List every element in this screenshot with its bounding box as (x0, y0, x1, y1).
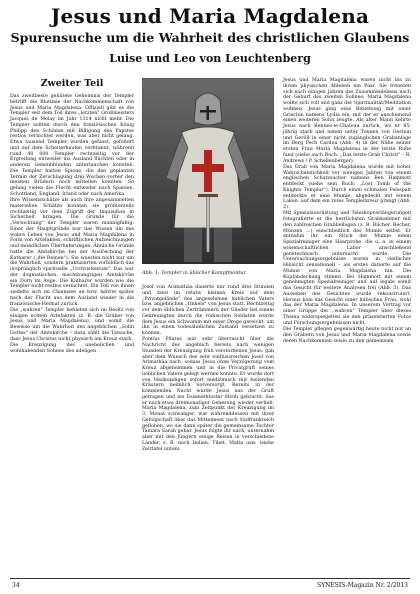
paragraph: Jesus und Maria Magdalena waren nicht bis zu ihrem physischen Ableben ein Paar. Sie trennten sich nach einigen Jahren des Zusammenlebens nach der Geburt des zweiten Sohnes; Maria Magdalena wollte sich voll und ganz der Spiritualität/Meditation widmen. Jesus ging eine Beziehung mit einer Griechin namens Lydia ein, mit der er anscheinend einen weiteren Sohn zeugte. Als alter Mann kehrte Jesus nach Rennes-le-Chateau zurück, wo er 85-jährig starb und neben unter Tonnen von Gestein und Geröll in einer nicht zugänglichen Grabanlage im Berg Pech Cardou (Abb. 4) in der Nähe seiner ersten Frau Maria Magdalena in der letzte Ruhe fand (siehe auch Buch: „Das letzte Grab Christi" – R. Andrews / P. Schellenberger). (283, 78, 411, 164)
text-column-right (283, 78, 411, 344)
paragraph: Die Templer pflegen gegenwärtig heute nicht nur an den Gräbern von Jesus und Maria Magdalena sowie deren Nachkommen sowie zu den gemeinsam (283, 327, 411, 344)
paragraph: Ihre Wissensschätze als auch ihre angesammelten materiellen Schätze konnten sie größtenteils rechtzeitig vor dem Zugriff der Inquisition in Sicherheit bringen. Die Gründe für die „Vernichtung" der Templer waren mannigfaltig. Einer der Hauptgründe war das Wissen um das wahre Leben von Jesus und Maria Magdalena in Form von Artefakten, schriftlichen Aufzeichnungen und mündlichen Überlieferungen. Ähnliche Gründe hatte die Amtskirche bei der Auslöschung der Katharer („die Reinen"). Sie wussten nicht nur um die Wahrheit, sondern praktizierten vorbildlich das ursprünglich spirituelle „Urchristentum". Das war der dogmatischen, machtbungrigen Amtskirche ein Dorn im Auge. Die Katharer wurden wie die Templer nicht restlos vernichtet. Ein Teil von ihnen siedelte sich im Chiemsee an bzw. kehrte später nach der Flucht aus dem Ausland wieder in die französische Heimat zurück. (10, 198, 134, 307)
text-column-left (10, 78, 134, 355)
text-column-middle (142, 285, 274, 452)
article-title: Jesus und Maria Magdalena (50, 4, 370, 28)
magazine-issue: SYNESIS-Magazin Nr. 2/2013 (317, 582, 408, 589)
paragraph: Josef von Arimathäa dauerte nur rund drei Stunden und fand im relativ kleinen Kreis auf dem „Privatgelände" des angesehenen leiblichen Vaters bzw. angeblichen „Onkels" von Jesus statt. Rechtzeitig vor dem üblichen Zerträmmern der Glieder bei einem Gekreuzigten durch die römischen Soldaten wurde dem Jesus ein Schwamm mit einer Droge gereicht, um ihn in einen todesähnlichen Zustand versetzen zu können. (142, 285, 274, 336)
paragraph: Die „wahren" Templer befinden sich im Besitz von einigen echten Artefakten (z. B. die Gräber von Jesus und Maria Magdalena), und somit die Beweise um die Wahrheit des angeblichen „Sohn Gottes" der Amtskirche – dazu zählt die Tatsache, dass Jesus Christus nicht physisch am Kreuz starb. (10, 307, 134, 342)
figure-caption: Abb. 1: Templer in üblicher Kampfmontur. (142, 270, 247, 276)
paragraph: Mit Spezialausrüstung und Teleskopverlängerungen fotografierte er die herrlichsten Grabkammer mit den zahlreichen Grabbeilagen (z. B. Bücher, Becher, Münzen ...) einschließlich der Mumie selbst. Er entnahm ihr ein Stück der Mumie einen Spezialreiniger eine Haarprobe, die u. a. in einem wissenschaftlichen Labor anschließend genetechnisch untersucht wurde. Die Untersuchungsergebnisse waren in vielfacher Hinsicht sensationell – als erstes datierte auf die Mumie von Maria Magdalena hin. Die Kopfabdeckung stimmt. Bei Hammott mit einem genehmigten Spezialreiniger und auf legale somit das Gesicht für weitere Analysen frei (Abb. 3). Das Aussehen des Gesichtes wurde rekonstruiert. Heraus kam das Gesicht einer hübschen Frau, wohl das der Maria Magdalena. In unserem Vortrag vor einer Gruppe der „wahren" Templer über dieses Thema widerspiegelten sie den präsentierten Fotos und Forschungsergebnissen nicht. (283, 211, 411, 326)
page-number: 34 (12, 582, 20, 589)
article-subtitle: Spurensuche um die Wahrheit des christlichen Glaubens (10, 30, 410, 45)
paragraph: Pontius Pilatus war sehr überrascht über die Nachricht des angeblich bereits nach wenigen Stunden der Kreuzigung früh verstorbenen Jesus, gab aber dem Wunsch des sehr einflussreichen Josef von Arimathäa nach, sodass Jesus ohne Verzögerung vom Kreuz abgenommen und in die Privatgruft seines leiblichen Vaters gelegt werden konnte. Er wurde dort von Heilkundigen sofort medizinisch mit heilenden Kräutern heimlich notversorgt. Bereits in der kommenden Nacht wurde Jesus aus der Gruft getragen und ins Essenerkloster Mirih gebracht, das er nach etwa dreimonatiger Genesung wieder verließ. Maria Magdalena, zum Zeitpunkt der Kreuzigung im 3. Monat schwanger, war währenddessen mit ihrer Gefolgschaft über das Mittelmeer nach Südfrankreich geflohen, wo sie dann später die gemeinsame Tochter Tamara Sarah gebar. Jesus folgte ihr nach, unternahm aber mit den Jüngern einige Reisen in verschiedene Länder, z. B. nach Indien, Tibet, Malta usw. (siehe Zeittafel unten). (142, 337, 274, 452)
article-authors: Luise und Leo von Leuchtenberg (109, 52, 311, 65)
paragraph: Die Kreuzigung des unehelichen und wohlhabenden Sohnes des adeligen (10, 343, 134, 354)
paragraph: Das zweitbeste gehütete Geheimnis der Templer betrifft die Blutlinie der Nachkommenschaft von Jesus und Maria Magdalena. Offiziell gibt es die Templer seit dem Tod ihres „letzten" Großmeisters Jacques de Molay im Jahr 1314 nicht mehr. Die Templer sollten durch den französischen König Philipp den Schönen mit Billigung des Papstes restlos vernichtet werden, was aber nicht gelang. Etwa tausend Templer wurden gefasst, gefoltert und auf dem Scheiterhaufen verbrannt, während rund 40 000 Templer rechtzeitig vor der Ergreifung entweder ins Ausland flüchten oder in anderen Geheimbünden untertauchen konnten. Die Templer hatten Spione, die den geplanten Termin der Zerschlagung drei Wochen vorher den meisten Brüdern noch mitteilen konnten. So gelang vielen die Flucht entweder nach Spanien, Schottland, England, Irland oder nach Amerika. (10, 94, 134, 197)
section-heading: Zweiter Teil (40, 78, 104, 89)
templar-knight-figure (142, 78, 274, 264)
footer-rule (10, 578, 410, 579)
paragraph: Das Grab von Maria Magdalena wurde mit hoher Wahrscheinlichkeit vor wenigen Jahren von einem englischen Schatzsucher namens Ben Hammott entdeckt (siehe sein Buch: „Lost Tomb of the Knights Templar"). Durch einen schmalen Felsspalt entdeckte er eine Mumie, abgedeckt mit einem Laken, auf dem ein rotes Templerkreuz prangt (Abb. 2). (283, 164, 411, 211)
